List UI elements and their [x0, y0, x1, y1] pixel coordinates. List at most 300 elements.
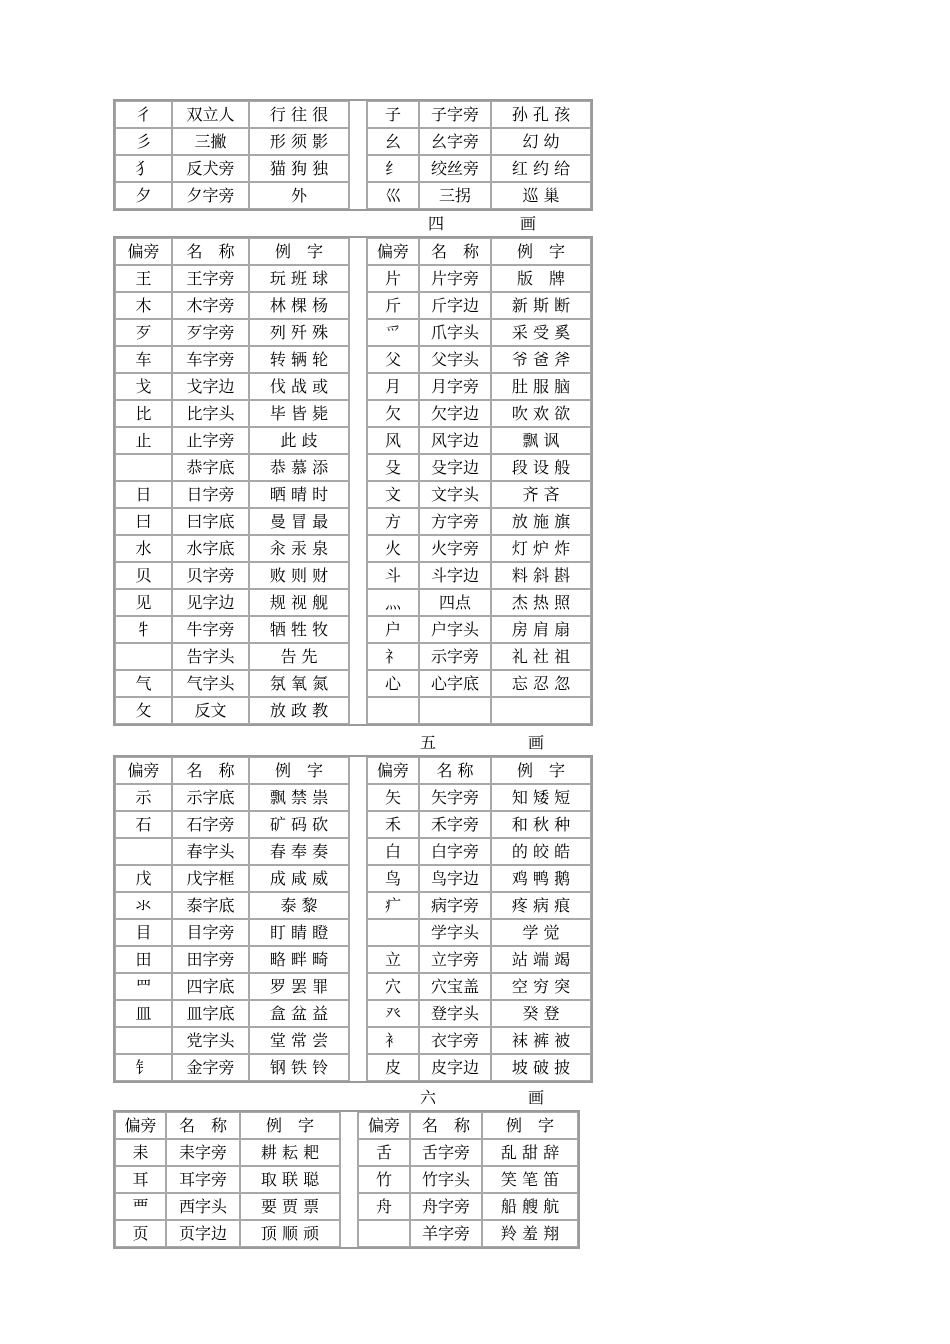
column-gap — [349, 562, 367, 589]
right-name-cell: 舟字旁 — [410, 1193, 482, 1220]
left-name-cell: 水字底 — [172, 535, 249, 562]
right-examples-cell: 笑 笔 笛 — [482, 1166, 578, 1193]
right-examples-cell: 鸡 鸭 鹅 — [491, 865, 591, 892]
right-examples-cell: 的 皎 皓 — [491, 838, 591, 865]
left-name-cell: 目字旁 — [172, 919, 249, 946]
table-header-row — [115, 1112, 578, 1139]
header-right-radical-cell: 偏旁 — [367, 238, 419, 265]
left-examples-cell: 盒 盆 益 — [249, 1000, 349, 1027]
right-radical-cell: 竹 — [358, 1166, 410, 1193]
left-examples-cell: 盯 睛 瞪 — [249, 919, 349, 946]
left-examples-cell: 转 辆 轮 — [249, 346, 349, 373]
left-name-cell: 反犬旁 — [172, 155, 249, 182]
column-gap — [349, 373, 367, 400]
table-row — [115, 670, 591, 697]
table-row — [115, 1193, 578, 1220]
left-radical-cell: 水 — [115, 535, 172, 562]
left-radical-cell: 牜 — [115, 616, 172, 643]
left-examples-cell: 泰 黎 — [249, 892, 349, 919]
table-row — [115, 1139, 578, 1166]
right-radical-cell: 疒 — [367, 892, 419, 919]
table-row — [115, 346, 591, 373]
column-gap — [349, 697, 367, 724]
table-row — [115, 946, 591, 973]
right-examples-cell: 空 穷 突 — [491, 973, 591, 1000]
left-radical-cell: 犭 — [115, 155, 172, 182]
right-name-cell: 舌字旁 — [410, 1139, 482, 1166]
right-radical-cell: 斤 — [367, 292, 419, 319]
right-name-cell: 斤字边 — [419, 292, 491, 319]
column-gap — [349, 1000, 367, 1027]
section-title-5-strokes-num: 五 — [420, 733, 437, 752]
right-radical-cell: 穴 — [367, 973, 419, 1000]
column-gap — [349, 838, 367, 865]
left-examples-cell: 毕 皆 毙 — [249, 400, 349, 427]
right-examples-cell: 齐 吝 — [491, 481, 591, 508]
left-radical-cell — [115, 454, 172, 481]
table-row — [115, 508, 591, 535]
column-gap — [349, 811, 367, 838]
right-examples-cell: 灯 炉 炸 — [491, 535, 591, 562]
column-gap — [349, 182, 367, 209]
column-gap — [349, 400, 367, 427]
left-name-cell: 曰字底 — [172, 508, 249, 535]
table-header-row — [115, 757, 591, 784]
left-radical-cell: 彳 — [115, 101, 172, 128]
left-radical-cell: 歹 — [115, 319, 172, 346]
right-examples-cell: 礼 社 祖 — [491, 643, 591, 670]
right-name-cell: 皮字边 — [419, 1054, 491, 1081]
right-name-cell: 学字头 — [419, 919, 491, 946]
right-examples-cell: 段 设 般 — [491, 454, 591, 481]
column-gap — [349, 1027, 367, 1054]
column-gap — [349, 481, 367, 508]
left-examples-cell: 猫 狗 独 — [249, 155, 349, 182]
right-examples-cell: 杰 热 照 — [491, 589, 591, 616]
right-name-cell: 欠字边 — [419, 400, 491, 427]
left-radical-cell: 页 — [115, 1220, 166, 1247]
left-examples-cell: 伐 战 或 — [249, 373, 349, 400]
column-gap — [349, 865, 367, 892]
right-radical-cell: 爫 — [367, 319, 419, 346]
right-examples-cell: 船 艘 航 — [482, 1193, 578, 1220]
right-radical-cell: 矢 — [367, 784, 419, 811]
left-name-cell: 示字底 — [172, 784, 249, 811]
left-name-cell: 告字头 — [172, 643, 249, 670]
right-radical-cell: 巛 — [367, 182, 419, 209]
table-row — [115, 784, 591, 811]
radicals-table-6-strokes — [113, 1110, 580, 1249]
left-radical-cell: 日 — [115, 481, 172, 508]
right-name-cell: 幺字旁 — [419, 128, 491, 155]
left-radical-cell: 见 — [115, 589, 172, 616]
column-gap — [349, 155, 367, 182]
left-examples-cell: 外 — [249, 182, 349, 209]
left-name-cell: 春字头 — [172, 838, 249, 865]
radicals-table-3-strokes — [113, 99, 593, 211]
column-gap — [349, 292, 367, 319]
header-left-examples-cell: 例 字 — [249, 757, 349, 784]
table-row — [115, 838, 591, 865]
left-name-cell: 戈字边 — [172, 373, 249, 400]
left-name-cell: 贝字旁 — [172, 562, 249, 589]
table-row — [115, 292, 591, 319]
left-examples-cell: 堂 常 尝 — [249, 1027, 349, 1054]
left-radical-cell: 气 — [115, 670, 172, 697]
header-right-name-cell: 名 称 — [410, 1112, 482, 1139]
left-name-cell: 双立人 — [172, 101, 249, 128]
right-name-cell: 白字旁 — [419, 838, 491, 865]
left-name-cell: 比字头 — [172, 400, 249, 427]
right-examples-cell: 羚 羞 翔 — [482, 1220, 578, 1247]
right-name-cell: 心字底 — [419, 670, 491, 697]
right-radical-cell: 禾 — [367, 811, 419, 838]
left-examples-cell: 放 政 教 — [249, 697, 349, 724]
left-name-cell: 石字旁 — [172, 811, 249, 838]
right-name-cell: 登字头 — [419, 1000, 491, 1027]
column-gap — [349, 535, 367, 562]
left-radical-cell: 石 — [115, 811, 172, 838]
right-examples-cell: 站 端 竭 — [491, 946, 591, 973]
left-radical-cell: 王 — [115, 265, 172, 292]
left-name-cell: 三撇 — [172, 128, 249, 155]
left-examples-cell: 耕 耘 耙 — [240, 1139, 340, 1166]
right-radical-cell: 幺 — [367, 128, 419, 155]
right-name-cell: 羊字旁 — [410, 1220, 482, 1247]
left-name-cell: 皿字底 — [172, 1000, 249, 1027]
right-radical-cell: 舟 — [358, 1193, 410, 1220]
column-gap — [340, 1139, 358, 1166]
column-gap — [340, 1166, 358, 1193]
right-radical-cell: 立 — [367, 946, 419, 973]
table-row — [115, 128, 591, 155]
header-left-name-cell: 名 称 — [166, 1112, 240, 1139]
right-examples-cell: 放 施 旗 — [491, 508, 591, 535]
right-name-cell: 禾字旁 — [419, 811, 491, 838]
left-name-cell: 耳字旁 — [166, 1166, 240, 1193]
column-gap — [349, 346, 367, 373]
left-radical-cell: 耳 — [115, 1166, 166, 1193]
right-radical-cell: 风 — [367, 427, 419, 454]
left-examples-cell: 春 奉 奏 — [249, 838, 349, 865]
table-row — [115, 892, 591, 919]
table-row — [115, 1054, 591, 1081]
left-examples-cell: 恭 慕 添 — [249, 454, 349, 481]
table-row — [115, 1166, 578, 1193]
left-examples-cell: 此 歧 — [249, 427, 349, 454]
left-radical-cell: 戈 — [115, 373, 172, 400]
right-examples-cell: 吹 欢 欲 — [491, 400, 591, 427]
left-examples-cell: 列 歼 殊 — [249, 319, 349, 346]
left-name-cell: 西字头 — [166, 1193, 240, 1220]
right-examples-cell: 知 矮 短 — [491, 784, 591, 811]
header-right-radical-cell: 偏旁 — [358, 1112, 410, 1139]
left-name-cell: 木字旁 — [172, 292, 249, 319]
left-examples-cell: 曼 冒 最 — [249, 508, 349, 535]
header-left-radical-cell: 偏旁 — [115, 757, 172, 784]
left-examples-cell: 行 往 很 — [249, 101, 349, 128]
left-examples-cell: 钢 铁 铃 — [249, 1054, 349, 1081]
left-examples-cell: 要 贾 票 — [240, 1193, 340, 1220]
left-radical-cell — [115, 838, 172, 865]
column-gap — [349, 892, 367, 919]
table-row — [115, 919, 591, 946]
left-name-cell: 页字边 — [166, 1220, 240, 1247]
left-examples-cell: 汆 汞 泉 — [249, 535, 349, 562]
column-gap — [340, 1220, 358, 1247]
table-row — [115, 427, 591, 454]
radicals-table-5-strokes — [113, 755, 593, 1083]
right-radical-cell: 纟 — [367, 155, 419, 182]
table-row — [115, 155, 591, 182]
left-name-cell: 见字边 — [172, 589, 249, 616]
radicals-table-4-strokes — [113, 236, 593, 726]
table-row — [115, 481, 591, 508]
section-title-4-strokes-word: 画 — [520, 214, 537, 233]
left-examples-cell: 略 畔 畸 — [249, 946, 349, 973]
right-name-cell: 示字旁 — [419, 643, 491, 670]
right-radical-cell: 火 — [367, 535, 419, 562]
right-examples-cell: 和 秋 种 — [491, 811, 591, 838]
left-name-cell: 日字旁 — [172, 481, 249, 508]
right-examples-cell: 肚 服 脑 — [491, 373, 591, 400]
header-right-radical-cell: 偏旁 — [367, 757, 419, 784]
left-name-cell: 恭字底 — [172, 454, 249, 481]
left-radical-cell: 贝 — [115, 562, 172, 589]
table-row — [115, 616, 591, 643]
table-row — [115, 811, 591, 838]
left-name-cell: 牛字旁 — [172, 616, 249, 643]
right-radical-cell: 皮 — [367, 1054, 419, 1081]
left-name-cell: 气字头 — [172, 670, 249, 697]
section-title-4-strokes-num: 四 — [428, 214, 445, 233]
right-name-cell: 爪字头 — [419, 319, 491, 346]
left-examples-cell: 取 联 聪 — [240, 1166, 340, 1193]
column-gap — [349, 757, 367, 784]
right-radical-cell: 鸟 — [367, 865, 419, 892]
left-radical-cell: 覀 — [115, 1193, 166, 1220]
right-name-cell: 矢字旁 — [419, 784, 491, 811]
right-examples-cell: 新 斯 断 — [491, 292, 591, 319]
right-examples-cell: 飘 讽 — [491, 427, 591, 454]
right-name-cell: 风字边 — [419, 427, 491, 454]
left-name-cell: 夕字旁 — [172, 182, 249, 209]
left-examples-cell: 规 视 舰 — [249, 589, 349, 616]
column-gap — [349, 670, 367, 697]
left-name-cell: 歹字旁 — [172, 319, 249, 346]
header-left-radical-cell: 偏旁 — [115, 1112, 166, 1139]
right-name-cell: 穴宝盖 — [419, 973, 491, 1000]
table-row — [115, 182, 591, 209]
right-name-cell: 鸟字边 — [419, 865, 491, 892]
header-right-examples-cell: 例 字 — [482, 1112, 578, 1139]
right-examples-cell: 疼 病 痕 — [491, 892, 591, 919]
left-name-cell: 田字旁 — [172, 946, 249, 973]
left-radical-cell: 罒 — [115, 973, 172, 1000]
right-radical-cell: 殳 — [367, 454, 419, 481]
right-examples-cell: 红 约 给 — [491, 155, 591, 182]
table-row — [115, 319, 591, 346]
left-name-cell: 止字旁 — [172, 427, 249, 454]
right-examples-cell: 采 受 奚 — [491, 319, 591, 346]
right-radical-cell: 心 — [367, 670, 419, 697]
column-gap — [349, 973, 367, 1000]
right-name-cell: 子字旁 — [419, 101, 491, 128]
column-gap — [349, 589, 367, 616]
table-row — [115, 373, 591, 400]
right-name-cell: 殳字边 — [419, 454, 491, 481]
left-radical-cell — [115, 1027, 172, 1054]
left-examples-cell: 飘 禁 祟 — [249, 784, 349, 811]
left-radical-cell: 耒 — [115, 1139, 166, 1166]
right-radical-cell: 文 — [367, 481, 419, 508]
left-radical-cell: 田 — [115, 946, 172, 973]
right-examples-cell: 学 觉 — [491, 919, 591, 946]
left-name-cell: 耒字旁 — [166, 1139, 240, 1166]
right-name-cell: 文字头 — [419, 481, 491, 508]
left-examples-cell: 矿 码 砍 — [249, 811, 349, 838]
right-radical-cell — [367, 919, 419, 946]
right-name-cell: 户字头 — [419, 616, 491, 643]
right-radical-cell: 方 — [367, 508, 419, 535]
left-radical-cell: 止 — [115, 427, 172, 454]
right-examples-cell: 癸 登 — [491, 1000, 591, 1027]
right-examples-cell: 房 肩 扇 — [491, 616, 591, 643]
table-row — [115, 1000, 591, 1027]
right-radical-cell: 灬 — [367, 589, 419, 616]
left-examples-cell: 氛 氧 氮 — [249, 670, 349, 697]
right-radical-cell: 衤 — [367, 1027, 419, 1054]
column-gap — [349, 101, 367, 128]
left-radical-cell: 戊 — [115, 865, 172, 892]
right-examples-cell: 坡 破 披 — [491, 1054, 591, 1081]
column-gap — [349, 643, 367, 670]
column-gap — [349, 265, 367, 292]
right-radical-cell: 月 — [367, 373, 419, 400]
left-radical-cell: 钅 — [115, 1054, 172, 1081]
right-examples-cell: 幻 幼 — [491, 128, 591, 155]
column-gap — [340, 1112, 358, 1139]
table-row — [115, 1027, 591, 1054]
column-gap — [349, 128, 367, 155]
header-left-name-cell: 名 称 — [172, 757, 249, 784]
right-radical-cell: 舌 — [358, 1139, 410, 1166]
left-examples-cell: 形 须 影 — [249, 128, 349, 155]
left-name-cell: 戊字框 — [172, 865, 249, 892]
right-name-cell: 方字旁 — [419, 508, 491, 535]
left-name-cell: 车字旁 — [172, 346, 249, 373]
right-name-cell: 病字旁 — [419, 892, 491, 919]
column-gap — [340, 1193, 358, 1220]
left-radical-cell: 攵 — [115, 697, 172, 724]
left-name-cell: 四字底 — [172, 973, 249, 1000]
table-row — [115, 865, 591, 892]
right-name-cell: 四点 — [419, 589, 491, 616]
table-row — [115, 101, 591, 128]
right-radical-cell — [367, 697, 419, 724]
left-radical-cell: 曰 — [115, 508, 172, 535]
table-row — [115, 400, 591, 427]
right-name-cell: 衣字旁 — [419, 1027, 491, 1054]
column-gap — [349, 1054, 367, 1081]
right-radical-cell: 礻 — [367, 643, 419, 670]
right-examples-cell: 巡 巢 — [491, 182, 591, 209]
header-right-name-cell: 名 称 — [419, 238, 491, 265]
column-gap — [349, 919, 367, 946]
table-row — [115, 454, 591, 481]
left-examples-cell: 玩 班 球 — [249, 265, 349, 292]
right-radical-cell: 片 — [367, 265, 419, 292]
right-name-cell: 火字旁 — [419, 535, 491, 562]
section-title-6-strokes-word: 画 — [528, 1088, 545, 1107]
column-gap — [349, 319, 367, 346]
header-right-name-cell: 名 称 — [419, 757, 491, 784]
left-radical-cell: 比 — [115, 400, 172, 427]
right-radical-cell: 白 — [367, 838, 419, 865]
right-name-cell: 三拐 — [419, 182, 491, 209]
left-examples-cell: 牺 牲 牧 — [249, 616, 349, 643]
right-name-cell: 绞丝旁 — [419, 155, 491, 182]
left-radical-cell: 夕 — [115, 182, 172, 209]
table-row — [115, 535, 591, 562]
left-examples-cell: 罗 罢 罪 — [249, 973, 349, 1000]
right-examples-cell — [491, 697, 591, 724]
left-radical-cell — [115, 643, 172, 670]
right-examples-cell: 爷 爸 斧 — [491, 346, 591, 373]
left-examples-cell: 晒 晴 时 — [249, 481, 349, 508]
table-row — [115, 697, 591, 724]
right-examples-cell: 孙 孔 孩 — [491, 101, 591, 128]
right-name-cell: 立字旁 — [419, 946, 491, 973]
right-examples-cell: 袜 裤 被 — [491, 1027, 591, 1054]
left-radical-cell: 氺 — [115, 892, 172, 919]
left-examples-cell: 林 棵 杨 — [249, 292, 349, 319]
right-radical-cell: 斗 — [367, 562, 419, 589]
column-gap — [349, 454, 367, 481]
section-title-6-strokes-num: 六 — [420, 1088, 437, 1107]
left-name-cell: 泰字底 — [172, 892, 249, 919]
column-gap — [349, 238, 367, 265]
right-radical-cell: 癶 — [367, 1000, 419, 1027]
header-right-examples-cell: 例 字 — [491, 757, 591, 784]
table-header-row — [115, 238, 591, 265]
left-examples-cell: 成 咸 威 — [249, 865, 349, 892]
right-examples-cell: 乱 甜 辞 — [482, 1139, 578, 1166]
right-examples-cell: 忘 忍 忽 — [491, 670, 591, 697]
header-left-radical-cell: 偏旁 — [115, 238, 172, 265]
table-row — [115, 1220, 578, 1247]
left-radical-cell: 目 — [115, 919, 172, 946]
left-radical-cell: 彡 — [115, 128, 172, 155]
right-name-cell: 竹字头 — [410, 1166, 482, 1193]
right-name-cell: 片字旁 — [419, 265, 491, 292]
column-gap — [349, 427, 367, 454]
right-radical-cell: 子 — [367, 101, 419, 128]
table-row — [115, 562, 591, 589]
column-gap — [349, 946, 367, 973]
right-radical-cell — [358, 1220, 410, 1247]
left-radical-cell: 皿 — [115, 1000, 172, 1027]
left-name-cell: 反文 — [172, 697, 249, 724]
left-radical-cell: 示 — [115, 784, 172, 811]
header-left-name-cell: 名 称 — [172, 238, 249, 265]
table-row — [115, 643, 591, 670]
right-radical-cell: 父 — [367, 346, 419, 373]
right-name-cell: 父字头 — [419, 346, 491, 373]
header-right-examples-cell: 例 字 — [491, 238, 591, 265]
left-name-cell: 王字旁 — [172, 265, 249, 292]
left-examples-cell: 顶 顺 顽 — [240, 1220, 340, 1247]
